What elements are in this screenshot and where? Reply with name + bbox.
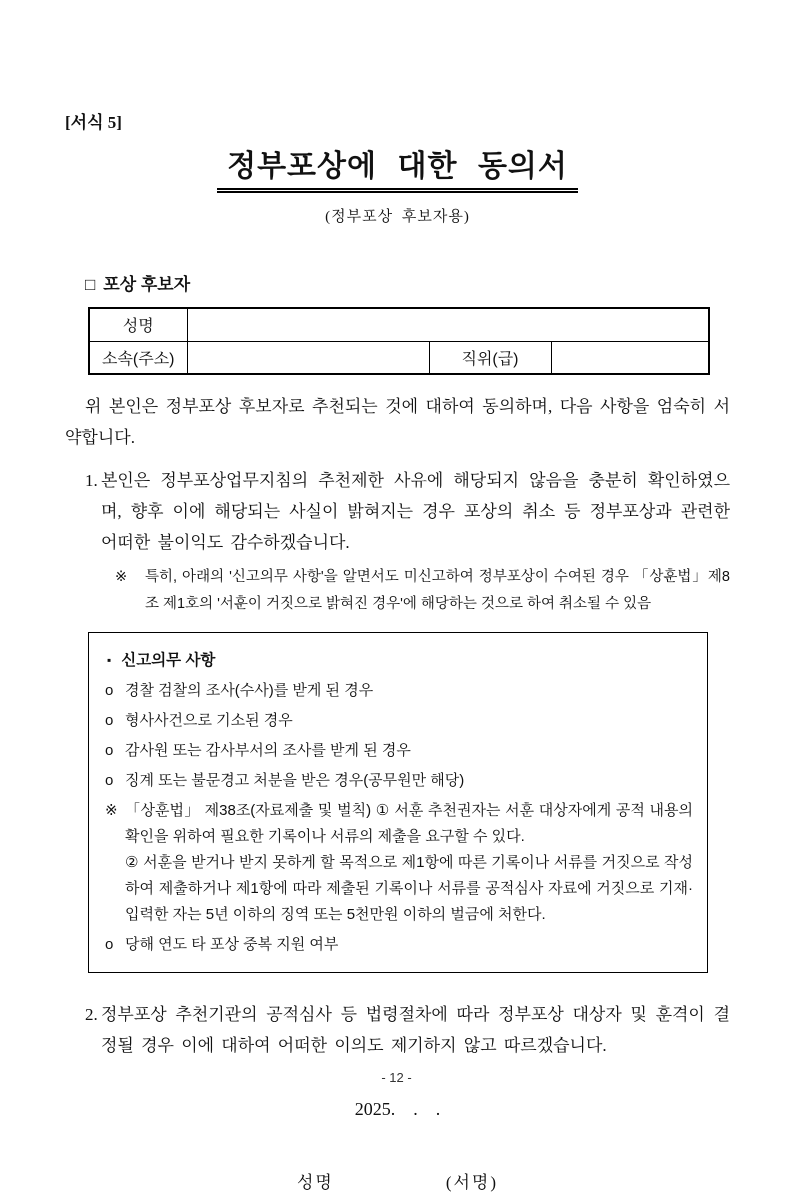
pledge-item-1 (85, 465, 730, 558)
circle-bullet-icon: o (105, 742, 114, 759)
item-number: 2. (85, 1005, 98, 1024)
item-number: 1. (85, 471, 98, 490)
position-label-cell: 직위(급) (429, 341, 551, 374)
item-text: 본인은 정부포상업무지침의 추천제한 사유에 해당되지 않음을 충분히 확인하였으며, 향후 이에 해당되는 사실이 밝혀지는 경우 포상의 취소 등 정부포상과 관련한 어떠한 불이익도 감수하겠습니다. (101, 471, 730, 552)
report-duty-item-text: 감사원 또는 감사부서의 조사를 받게 된 경우 (125, 742, 411, 759)
circle-bullet-icon: o (105, 936, 114, 953)
report-duty-box-header (103, 647, 693, 674)
signature-name-label: 성명 (296, 1173, 334, 1192)
circle-bullet-icon: o (105, 772, 114, 789)
name-value-cell (187, 308, 709, 341)
reference-mark-icon: ※ (105, 802, 118, 819)
table-row (89, 341, 709, 374)
square-checkbox-icon: □ (85, 275, 96, 294)
report-duty-title: 신고의무 사항 (121, 652, 216, 669)
report-duty-box (88, 632, 708, 973)
affiliation-value-cell (187, 341, 429, 374)
candidate-table (88, 307, 710, 375)
page-subtitle: (정부포상 후보자용) (325, 209, 470, 225)
reference-mark-icon: ※ (115, 569, 128, 585)
affiliation-label-cell: 소속(주소) (89, 341, 187, 374)
law-note (103, 798, 693, 928)
form-label: [서식 5] (65, 113, 122, 132)
signature-row (65, 1168, 730, 1193)
report-duty-item (103, 768, 693, 794)
page-number: - 12 - (381, 1070, 412, 1085)
pledge-item-1-note (115, 564, 730, 618)
circle-bullet-icon: o (105, 712, 114, 729)
report-duty-item (103, 932, 693, 958)
date-line: 2025. . . (354, 1099, 441, 1119)
report-duty-item-text: 당해 연도 타 포상 중복 지원 여부 (125, 936, 339, 953)
law-note-paragraph-1: 「상훈법」 제38조(자료제출 및 벌칙) ① 서훈 추천권자는 서훈 대상자에게 공적 내용의 확인을 위하여 필요한 기록이나 서류의 제출을 요구할 수 있다. (125, 802, 693, 845)
law-note-text (125, 798, 693, 928)
report-duty-item-text: 경찰 검찰의 조사(수사)를 받게 된 경우 (125, 682, 374, 699)
square-bullet-icon: ▪ (107, 653, 112, 667)
law-note-paragraph-2: ② 서훈을 받거나 받지 못하게 할 목적으로 제1항에 따른 기록이나 서류를 거짓으로 작성하여 제출하거나 제1항에 따라 제출된 기록이나 서류를 공적심사 자료에 거짓으로 기재·입력한 자는 5년 이하의 징역 또는 5천만원 이하의 벌금에 처한다. (125, 854, 693, 923)
report-duty-item (103, 678, 693, 704)
report-duty-item (103, 738, 693, 764)
note-text: 특히, 아래의 '신고의무 사항'을 알면서도 미신고하여 정부포상이 수여된 경우 「상훈법」제8조 제1호의 '서훈이 거짓으로 밝혀진 경우'에 해당하는 것으로 하여 취소될 수 있음 (145, 569, 730, 612)
report-duty-item-text: 형사사건으로 기소된 경우 (125, 712, 293, 729)
candidate-section-heading (85, 270, 730, 295)
report-duty-item (103, 708, 693, 734)
signature-sign-label: (서명) (445, 1173, 499, 1192)
title-wrap (65, 141, 730, 193)
circle-bullet-icon: o (105, 682, 114, 699)
name-label-cell: 성명 (89, 308, 187, 341)
page-title: 정부포상에 대한 동의서 (217, 141, 578, 193)
table-row (89, 308, 709, 341)
candidate-heading-label: 포상 후보자 (103, 275, 191, 294)
report-duty-item-text: 징계 또는 불문경고 처분을 받은 경우(공무원만 해당) (125, 772, 465, 789)
pledge-item-2 (85, 999, 730, 1061)
position-value-cell (551, 341, 709, 374)
item-text: 정부포상 추천기관의 공적심사 등 법령절차에 따라 정부포상 대상자 및 훈격이 결정될 경우 이에 대하여 어떠한 이의도 제기하지 않고 따르겠습니다. (101, 1005, 730, 1055)
pledge-intro: 위 본인은 정부포상 후보자로 추천되는 것에 대하여 동의하며, 다음 사항을 엄숙히 서약합니다. (65, 397, 730, 447)
